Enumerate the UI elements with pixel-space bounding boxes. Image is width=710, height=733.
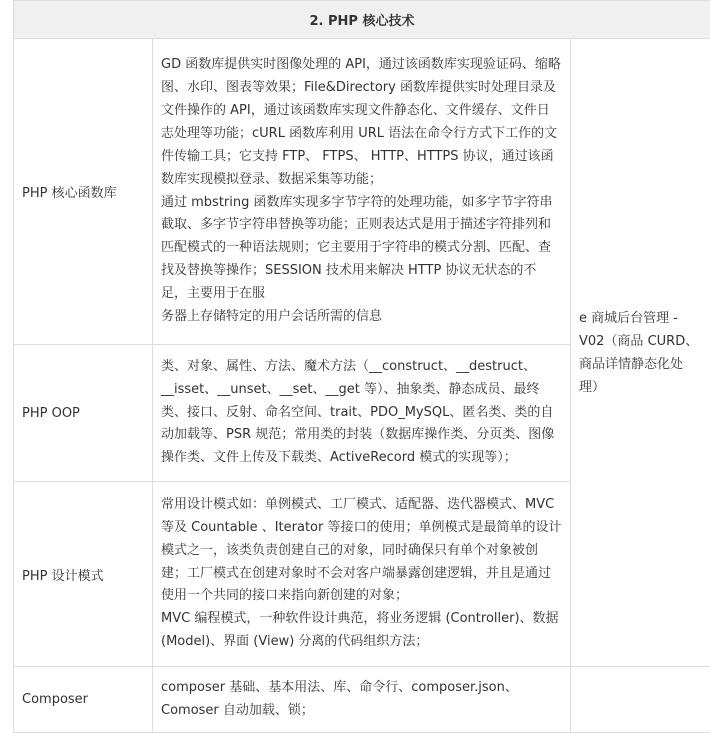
topic-name: PHP 核心函数库 (14, 39, 153, 345)
curriculum-table (13, 0, 710, 733)
topic-name: PHP 设计模式 (14, 482, 153, 667)
topic-description (153, 345, 571, 482)
description-paragraph: MVC 编程模式，一种软件设计典范，将业务逻辑 (Controller)、数据 (Model)、界面 (View) 分离的代码组织方法； (161, 611, 559, 650)
topic-name: Composer (14, 667, 153, 733)
section-title: 2. PHP 核心技术 (14, 1, 710, 39)
description-paragraph: 常用设计模式如：单例模式、工厂模式、适配器、迭代器模式、MVC 等及 Countable 、Iterator 等接口的使用；单例模式是最简单的设计模式之一，该类负责创建自己的对象，同时确保只有单个对象被创建；工厂模式在创建对象时不会对客户端暴露创建逻辑，并且是通过使用一个共同的接口来指向新创建的对象； (161, 496, 562, 604)
description-paragraph: 类、对象、属性、方法、魔术方法（__construct、__destruct、__isset、__unset、__set、__get 等）、抽象类、静态成员、最终类、接口、反射、命名空间、trait、PDO_MySQL、匿名类、类的自动加载等、PSR 规范；常用类的封装（数据库操作类、分页类、图像操作类、文件上传及下载类、ActiveRecord 模式的实现等）； (161, 358, 555, 466)
table-row (14, 667, 710, 733)
section-header-row (14, 1, 710, 39)
topic-description (153, 482, 571, 667)
topic-description (153, 667, 571, 733)
table-row (14, 39, 710, 345)
description-paragraph: GD 函数库提供实时图像处理的 API，通过该函数库实现验证码、缩略图、水印、图表等效果；File&Directory 函数库提供实时处理目录及文件操作的 API，通过该函数库实现文件静态化、文件缓存、文件日志处理等功能；cURL 函数库利用 URL 语法在命令行方式下工作的文件传输工具；它支持 FTP、 FTPS、 HTTP、HTTPS 协议，通过该函数库实现模拟登录、数据采集等功能； (161, 57, 561, 187)
description-paragraph: composer 基础、基本用法、库、命令行、composer.json、Comoser 自动加载、锁； (161, 679, 518, 718)
project-cell: e 商城后台管理 -V02（商品 CURD、商品详情静态化处理） (571, 39, 710, 667)
topic-name: PHP OOP (14, 345, 153, 482)
empty-cell (571, 667, 710, 733)
description-paragraph: 通过 mbstring 函数库实现多字节字符的处理功能，如多字节字符串截取、多字节字符串替换等功能；正则表达式是用于描述字符排列和匹配模式的一种语法规则；它主要用于字符串的模式分割、匹配、查找及替换等操作；SESSION 技术用来解决 HTTP 协议无状态的不足，主要用于在服 (161, 194, 553, 302)
description-paragraph: 务器上存储特定的用户会话所需的信息 (161, 309, 383, 325)
topic-description (153, 39, 571, 345)
